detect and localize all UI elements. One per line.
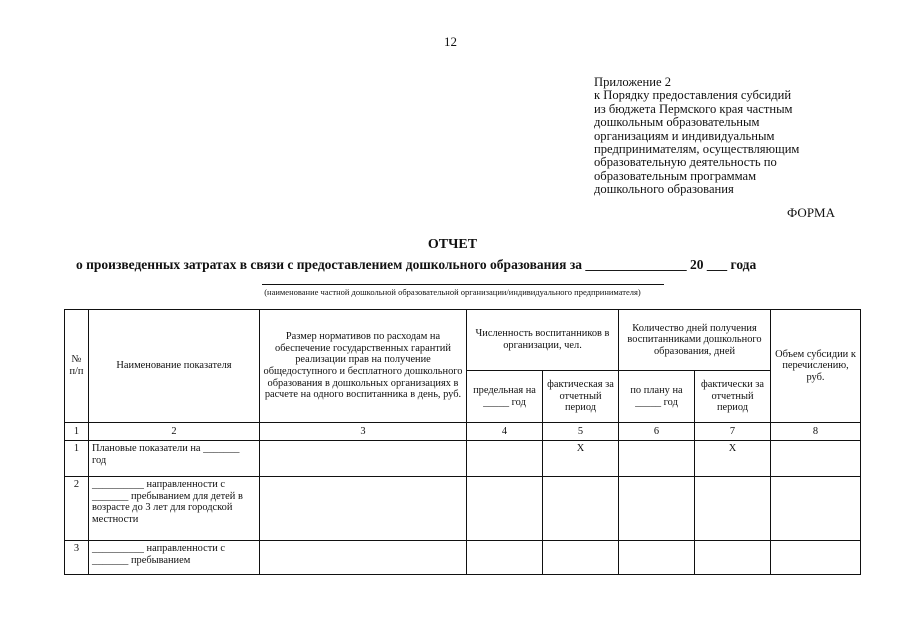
appendix-note [594, 76, 864, 197]
days-actual-cell: Х [695, 441, 771, 477]
appendix-line: из бюджета Пермского края частным [594, 101, 793, 116]
column-number-row [65, 423, 861, 441]
header-pupils-group: Численность воспитанников в организации, чел. [467, 310, 619, 371]
header-days-group: Количество дней получения воспитанниками дошкольного образования, дней [619, 310, 771, 371]
days-plan-cell[interactable] [619, 477, 695, 541]
norms-cell[interactable] [260, 477, 467, 541]
header-subsidy: Объем субсидии к перечислению, руб. [771, 310, 861, 423]
column-number: 7 [695, 423, 771, 441]
header-num: № п/п [65, 310, 89, 423]
table-row [65, 541, 861, 575]
pupils-limit-cell[interactable] [467, 441, 543, 477]
appendix-line: к Порядку предоставления субсидий [594, 88, 792, 103]
header-pupils-actual: фактическая за отчетный период [543, 371, 619, 423]
column-number: 2 [89, 423, 260, 441]
header-pupils-limit: предельная на _____ год [467, 371, 543, 423]
pupils-actual-cell[interactable] [543, 477, 619, 541]
subsidy-cell[interactable] [771, 441, 861, 477]
subsidy-cell[interactable] [771, 477, 861, 541]
days-plan-cell[interactable] [619, 441, 695, 477]
table-row [65, 441, 861, 477]
report-subtitle: о произведенных затратах в связи с предоставлением дошкольного образования за _______________ 20 ___ года [76, 257, 757, 272]
row-number: 1 [65, 441, 89, 477]
row-label: __________ направленности с _______ пребыванием для детей в возрасте до 3 лет для городской местности [89, 477, 260, 541]
pupils-actual-cell[interactable] [543, 541, 619, 575]
column-number: 8 [771, 423, 861, 441]
days-actual-cell[interactable] [695, 477, 771, 541]
page-number: 12 [444, 34, 457, 49]
appendix-line: дошкольным образовательным [594, 115, 760, 130]
days-actual-cell[interactable] [695, 541, 771, 575]
report-table [64, 309, 861, 575]
row-number: 2 [65, 477, 89, 541]
subsidy-cell[interactable] [771, 541, 861, 575]
row-label: __________ направленности с _______ пребыванием [89, 541, 260, 575]
column-number: 4 [467, 423, 543, 441]
appendix-line: дошкольного образования [594, 182, 734, 197]
form-label: ФОРМА [787, 205, 835, 220]
appendix-line: образовательную деятельность по [594, 155, 777, 170]
pupils-limit-cell[interactable] [467, 541, 543, 575]
appendix-line: Приложение 2 [594, 75, 672, 89]
norms-cell[interactable] [260, 541, 467, 575]
report-title: ОТЧЕТ [427, 237, 478, 252]
column-number: 6 [619, 423, 695, 441]
column-number: 3 [260, 423, 467, 441]
appendix-line: образовательным программам [594, 168, 757, 183]
header-days-actual: фактически за отчетный период [695, 371, 771, 423]
header-days-plan: по плану на _____ год [619, 371, 695, 423]
appendix-line: предпринимателям, осуществляющим [594, 142, 800, 157]
pupils-limit-cell[interactable] [467, 477, 543, 541]
organization-name-line [262, 284, 664, 285]
row-label: Плановые показатели на _______ год [89, 441, 260, 477]
column-number: 5 [543, 423, 619, 441]
days-plan-cell[interactable] [619, 541, 695, 575]
pupils-actual-cell: Х [543, 441, 619, 477]
column-number: 1 [65, 423, 89, 441]
row-number: 3 [65, 541, 89, 575]
norms-cell[interactable] [260, 441, 467, 477]
table-row [65, 477, 861, 541]
organization-caption: (наименование частной дошкольной образовательной организации/индивидуального предпринимателя) [264, 287, 641, 297]
header-norms: Размер нормативов по расходам на обеспечение государственных гарантий реализации прав на получение общедоступного и бесплатного дошкольного образования в дошкольных организациях в расчете на одного воспитанника в день, руб. [260, 310, 467, 423]
header-name: Наименование показателя [89, 310, 260, 423]
appendix-line: организациям и индивидуальным [594, 128, 775, 143]
